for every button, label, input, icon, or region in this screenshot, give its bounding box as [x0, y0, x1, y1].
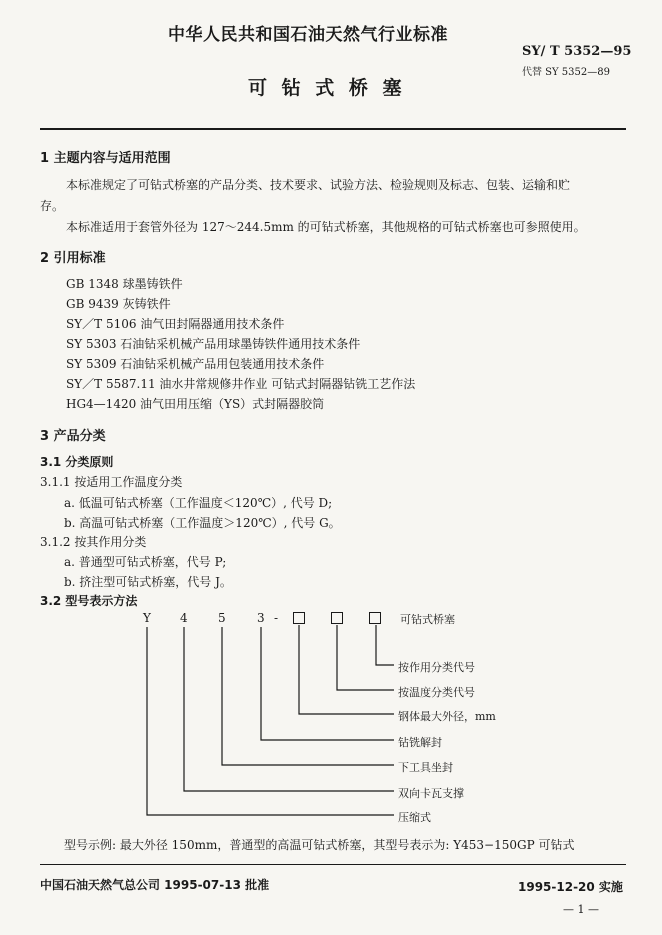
label-function-code: 按作用分类代号	[398, 661, 475, 674]
section-3-1-1-heading: 3.1.1 按适用工作温度分类	[40, 475, 183, 489]
section-2-heading: 2 引用标准	[40, 251, 106, 266]
label-mill-release: 钻铣解封	[398, 736, 442, 749]
reference-item: SY／T 5106 油气田封隔器通用技术条件	[66, 317, 285, 331]
reference-item: SY 5309 石油钻采机械产品用包装通用技术条件	[66, 357, 325, 371]
reference-item: HG4—1420 油气田用压缩（YS）式封隔器胶筒	[66, 397, 325, 411]
section-3-1-2-item-a: a. 普通型可钻式桥塞，代号 P;	[64, 555, 227, 569]
document-title: 可 钻 式 桥 塞	[248, 77, 406, 99]
label-compression-type: 压缩式	[398, 811, 431, 824]
label-max-outer-diameter: 钢体最大外径，mm	[398, 710, 496, 723]
footer-divider	[40, 864, 626, 865]
section-1-paragraph-1-cont: 存。	[40, 199, 65, 213]
model-char-dash: -	[274, 611, 279, 625]
section-1-paragraph-2: 本标准适用于套管外径为 127～244.5mm 的可钻式桥塞，其他规格的可钻式桥塞也可参照使用。	[66, 220, 586, 234]
section-3-1-1-item-a: a. 低温可钻式桥塞（工作温度＜120℃）, 代号 D;	[64, 496, 333, 510]
effective-date: 1995-12-20 实施	[518, 880, 623, 894]
model-example: 型号示例: 最大外径 150mm，普通型的高温可钻式桥塞，其型号表示为: Y453−150GP 可钻式	[64, 838, 575, 852]
section-3-1-1-item-b: b. 高温可钻式桥塞（工作温度＞120℃）, 代号 G。	[64, 516, 341, 530]
approval-line: 中国石油天然气总公司 1995-07-13 批准	[40, 878, 270, 892]
section-3-2-heading: 3.2 型号表示方法	[40, 594, 138, 608]
reference-item: SY 5303 石油钻采机械产品用球墨铸铁件通用技术条件	[66, 337, 361, 351]
model-char-y: Y	[143, 611, 151, 625]
model-box-diameter	[293, 612, 305, 624]
section-1-paragraph-1: 本标准规定了可钻式桥塞的产品分类、技术要求、试验方法、检验规则及标志、包装、运输和贮	[66, 178, 571, 192]
label-tool-setting: 下工具坐封	[398, 761, 453, 774]
section-3-1-2-heading: 3.1.2 按其作用分类	[40, 535, 147, 549]
section-3-1-2-item-b: b. 挤注型可钻式桥塞，代号 J。	[64, 575, 232, 589]
section-1-heading: 1 主题内容与适用范围	[40, 151, 171, 166]
replaces-code: 代替 SY 5352—89	[522, 67, 610, 78]
label-product-name: 可钻式桥塞	[400, 613, 455, 626]
model-box-function	[369, 612, 381, 624]
section-3-heading: 3 产品分类	[40, 429, 106, 444]
reference-item: GB 9439 灰铸铁件	[66, 297, 171, 311]
model-char-5: 5	[218, 611, 226, 625]
reference-item: SY／T 5587.11 油水井常规修井作业 可钻式封隔器钻铣工艺作法	[66, 377, 416, 391]
reference-item: GB 1348 球墨铸铁件	[66, 277, 183, 291]
label-temperature-code: 按温度分类代号	[398, 686, 475, 699]
header-divider	[40, 128, 626, 130]
label-bidirectional-slips: 双向卡瓦支撑	[398, 787, 464, 800]
page-number: — 1 —	[563, 903, 599, 916]
standard-category-title: 中华人民共和国石油天然气行业标准	[168, 25, 448, 45]
model-char-3: 3	[257, 611, 265, 625]
section-3-1-heading: 3.1 分类原则	[40, 455, 114, 469]
model-char-4: 4	[180, 611, 188, 625]
standard-code: SY/ T 5352—95	[522, 44, 632, 59]
model-box-temperature	[331, 612, 343, 624]
